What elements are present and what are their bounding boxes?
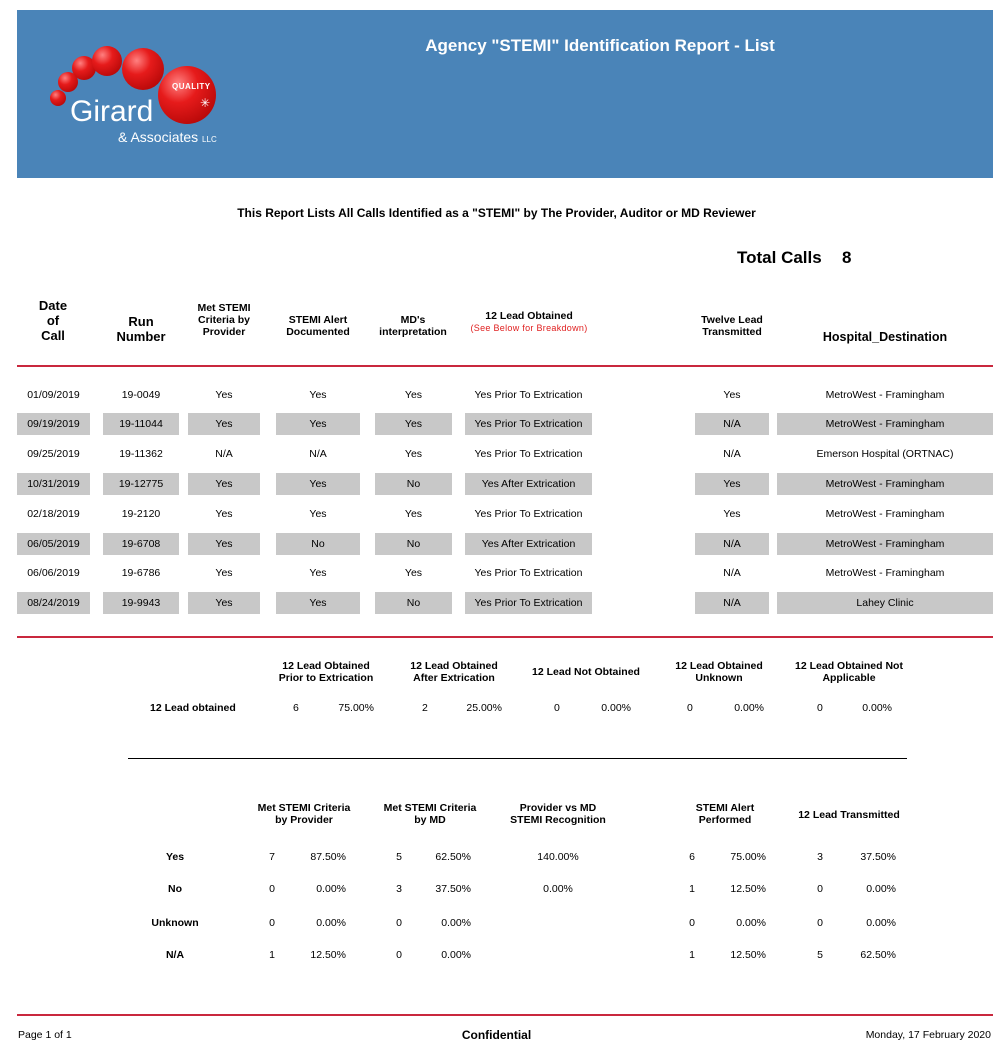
transmitted-count: 0: [817, 883, 823, 895]
criteria-header-alert: [670, 802, 780, 826]
header-line: 12 Lead Transmitted: [798, 809, 900, 821]
twelve-lead-transmitted: N/A: [723, 448, 741, 460]
total-calls-value: 8: [842, 248, 852, 267]
logo-suffix: LLC: [202, 135, 217, 144]
total-calls-label: Total Calls: [737, 248, 822, 267]
lead-summary-header-unknown: [663, 660, 775, 684]
alert-pct: 12.50%: [730, 949, 766, 961]
twelve-lead-obtained: Yes Prior To Extrication: [465, 592, 592, 614]
stemi-alert: Yes: [276, 592, 360, 614]
hospital-destination: MetroWest - Framingham: [777, 413, 993, 435]
lead-unknown-count: 0: [687, 702, 693, 714]
lead-summary-header-after: [398, 660, 510, 684]
md-interpretation: No: [375, 592, 452, 614]
header-line: Prior to Extrication: [278, 672, 374, 684]
criteria-row-label: Unknown: [151, 917, 199, 929]
met-stemi-provider: Yes: [215, 508, 233, 520]
transmitted-pct: 0.00%: [866, 917, 896, 929]
header-line: Twelve Lead: [701, 314, 763, 326]
alert-pct: 75.00%: [730, 851, 766, 863]
header-line: 12 Lead Obtained: [675, 660, 763, 672]
call-date: 02/18/2019: [27, 508, 80, 520]
twelve-lead-transmitted: N/A: [723, 567, 741, 579]
header-line: Documented: [286, 326, 350, 338]
call-date: 09/25/2019: [27, 448, 80, 460]
md-pct: 37.50%: [435, 883, 471, 895]
twelve-lead-obtained: Yes Prior To Extrication: [474, 567, 583, 579]
lead-not-count: 0: [554, 702, 560, 714]
header-line: Applicable: [822, 672, 876, 684]
transmitted-count: 3: [817, 851, 823, 863]
column-header-run-number: [103, 314, 179, 344]
alert-pct: 12.50%: [730, 883, 766, 895]
header-line: by Provider: [275, 814, 333, 826]
header-line: Provider: [202, 326, 246, 338]
hospital-destination: MetroWest - Framingham: [777, 533, 993, 555]
header-line: 12 Lead Obtained Not: [795, 660, 903, 672]
report-date: Monday, 17 February 2020: [865, 1029, 991, 1041]
transmitted-count: 5: [817, 949, 823, 961]
alert-count: 6: [689, 851, 695, 863]
met-stemi-provider: Yes: [188, 473, 260, 495]
met-stemi-provider: Yes: [188, 413, 260, 435]
md-interpretation: Yes: [404, 508, 423, 520]
header-line: Number: [116, 329, 166, 344]
star-of-life-icon: ✳: [200, 96, 211, 110]
provider-pct: 0.00%: [316, 883, 346, 895]
criteria-row-label: Yes: [165, 851, 185, 863]
twelve-lead-transmitted: N/A: [695, 533, 769, 555]
summary-divider: [128, 758, 907, 759]
met-stemi-provider: N/A: [215, 448, 233, 460]
header-line: STEMI Recognition: [510, 814, 606, 826]
transmitted-pct: 37.50%: [860, 851, 896, 863]
column-header-md-interpretation: [372, 314, 454, 338]
lead-prior-pct: 75.00%: [338, 702, 374, 714]
run-number: 19-11044: [103, 413, 179, 435]
header-line: STEMI Alert: [288, 314, 348, 326]
report-subtitle: This Report Lists All Calls Identified as a "STEMI" by The Provider, Auditor or MD Reviewer: [237, 206, 756, 220]
stemi-alert: No: [276, 533, 360, 555]
call-date: 06/05/2019: [17, 533, 90, 555]
md-count: 5: [396, 851, 402, 863]
footer-divider: [17, 1014, 993, 1016]
header-line: MD's: [400, 314, 426, 326]
header-divider: [17, 365, 993, 367]
breakdown-note: (See Below for Breakdown): [470, 323, 588, 333]
call-date: 01/09/2019: [27, 389, 80, 401]
lead-prior-count: 6: [293, 702, 299, 714]
column-header-date: [17, 298, 89, 343]
md-pct: 0.00%: [441, 917, 471, 929]
stemi-alert: Yes: [309, 508, 327, 520]
md-pct: 0.00%: [441, 949, 471, 961]
header-line: 12 Lead Not Obtained: [532, 666, 640, 678]
header-line: Date: [38, 298, 68, 313]
run-number: 19-11362: [119, 448, 163, 460]
md-interpretation: Yes: [404, 448, 423, 460]
lead-na-pct: 0.00%: [862, 702, 892, 714]
header-line: Unknown: [695, 672, 743, 684]
stemi-alert: Yes: [276, 413, 360, 435]
alert-count: 1: [689, 883, 695, 895]
md-interpretation: No: [375, 533, 452, 555]
call-date: 10/31/2019: [17, 473, 90, 495]
column-header-12-lead: [460, 310, 598, 334]
alert-count: 0: [689, 917, 695, 929]
twelve-lead-obtained: Yes Prior To Extrication: [474, 448, 583, 460]
twelve-lead-obtained: Yes Prior To Extrication: [465, 413, 592, 435]
transmitted-pct: 0.00%: [866, 883, 896, 895]
stemi-alert: Yes: [276, 473, 360, 495]
hospital-destination: Emerson Hospital (ORTNAC): [816, 448, 954, 460]
twelve-lead-transmitted: Yes: [695, 473, 769, 495]
twelve-lead-obtained: Yes Prior To Extrication: [474, 389, 583, 401]
md-count: 3: [396, 883, 402, 895]
header-line: by MD: [414, 814, 446, 826]
criteria-row-label: N/A: [165, 949, 185, 961]
hospital-destination: MetroWest - Framingham: [825, 567, 945, 579]
met-stemi-provider: Yes: [215, 567, 233, 579]
header-line: interpretation: [379, 326, 447, 338]
header-line: After Extrication: [413, 672, 495, 684]
md-interpretation: Yes: [375, 413, 452, 435]
lead-summary-header-not-obtained: [525, 666, 647, 678]
md-count: 0: [396, 949, 402, 961]
stemi-alert: Yes: [309, 567, 327, 579]
column-header-stemi-alert: [276, 314, 360, 338]
lead-na-count: 0: [817, 702, 823, 714]
page-number: Page 1 of 1: [18, 1029, 72, 1041]
provider-count: 0: [269, 883, 275, 895]
logo-badge-text: QUALITY: [172, 82, 211, 91]
lead-summary-header-prior: [270, 660, 382, 684]
twelve-lead-obtained: Yes After Extrication: [465, 473, 592, 495]
logo-ball-1: [50, 90, 66, 106]
logo-subtitle: [118, 129, 217, 145]
run-number: 19-12775: [103, 473, 179, 495]
met-stemi-provider: Yes: [215, 389, 233, 401]
run-number: 19-2120: [121, 508, 161, 520]
criteria-header-transmitted: [788, 809, 910, 821]
lead-not-pct: 0.00%: [601, 702, 631, 714]
lead-summary-header-not-applicable: [784, 660, 914, 684]
alert-pct: 0.00%: [736, 917, 766, 929]
provider-pct: 0.00%: [316, 917, 346, 929]
call-date: 06/06/2019: [27, 567, 80, 579]
md-interpretation: Yes: [404, 567, 423, 579]
header-line: Criteria by: [198, 314, 250, 326]
hospital-destination: MetroWest - Framingham: [825, 389, 945, 401]
hospital-destination: Lahey Clinic: [777, 592, 993, 614]
md-pct: 62.50%: [435, 851, 471, 863]
header-line: 12 Lead Obtained: [410, 660, 498, 672]
header-line: of: [46, 313, 60, 328]
header-line: Call: [41, 328, 65, 343]
header-line: Run: [128, 314, 154, 329]
twelve-lead-obtained: Yes After Extrication: [465, 533, 592, 555]
twelve-lead-transmitted: Yes: [723, 389, 741, 401]
twelve-lead-transmitted: N/A: [695, 413, 769, 435]
column-header-hospital: Hospital_Destination: [822, 330, 948, 344]
header-line: Provider vs MD: [519, 802, 597, 814]
company-logo: [0, 0, 240, 170]
column-header-twelve-lead-transmitted: [690, 314, 774, 338]
criteria-header-recognition: [497, 802, 619, 826]
provider-pct: 87.50%: [310, 851, 346, 863]
confidential-label: Confidential: [461, 1028, 532, 1042]
criteria-header-provider: [248, 802, 360, 826]
logo-ball-5: [122, 48, 164, 90]
stemi-alert: N/A: [309, 448, 327, 460]
met-stemi-provider: Yes: [188, 533, 260, 555]
header-line: Transmitted: [702, 326, 762, 338]
logo-ball-6: [158, 66, 216, 124]
alert-count: 1: [689, 949, 695, 961]
met-stemi-provider: Yes: [188, 592, 260, 614]
header-line: Performed: [698, 814, 752, 826]
provider-pct: 12.50%: [310, 949, 346, 961]
provider-count: 7: [269, 851, 275, 863]
logo-brand-text: Girard: [70, 95, 154, 128]
table-bottom-divider: [17, 636, 993, 638]
recognition-pct: 0.00%: [543, 883, 573, 895]
header-line: Met STEMI Criteria: [383, 802, 477, 814]
column-header-met-stemi-provider: [188, 302, 260, 338]
run-number: 19-9943: [103, 592, 179, 614]
lead-unknown-pct: 0.00%: [734, 702, 764, 714]
header-line: STEMI Alert: [695, 802, 755, 814]
md-interpretation: Yes: [404, 389, 423, 401]
call-date: 08/24/2019: [17, 592, 90, 614]
logo-ball-4: [92, 46, 122, 76]
lead-after-count: 2: [422, 702, 428, 714]
header-line: Met STEMI Criteria: [257, 802, 351, 814]
transmitted-pct: 62.50%: [860, 949, 896, 961]
lead-summary-row-label: 12 Lead obtained: [150, 702, 236, 714]
report-title: Agency "STEMI" Identification Report - List: [425, 36, 775, 55]
hospital-destination: MetroWest - Framingham: [825, 508, 945, 520]
md-interpretation: No: [375, 473, 452, 495]
run-number: 19-6786: [121, 567, 161, 579]
run-number: 19-0049: [121, 389, 161, 401]
header-line: Met STEMI: [197, 302, 251, 314]
provider-count: 1: [269, 949, 275, 961]
twelve-lead-transmitted: Yes: [723, 508, 741, 520]
run-number: 19-6708: [103, 533, 179, 555]
md-count: 0: [396, 917, 402, 929]
header-line: 12 Lead Obtained: [485, 310, 573, 322]
call-date: 09/19/2019: [17, 413, 90, 435]
lead-after-pct: 25.00%: [466, 702, 502, 714]
transmitted-count: 0: [817, 917, 823, 929]
stemi-alert: Yes: [309, 389, 327, 401]
hospital-destination: MetroWest - Framingham: [777, 473, 993, 495]
twelve-lead-transmitted: N/A: [695, 592, 769, 614]
provider-count: 0: [269, 917, 275, 929]
recognition-pct: 140.00%: [537, 851, 579, 863]
criteria-header-md: [374, 802, 486, 826]
logo-subtitle-text: & Associates: [118, 129, 199, 145]
header-line: 12 Lead Obtained: [282, 660, 370, 672]
twelve-lead-obtained: Yes Prior To Extrication: [474, 508, 583, 520]
criteria-row-label: No: [168, 883, 182, 895]
